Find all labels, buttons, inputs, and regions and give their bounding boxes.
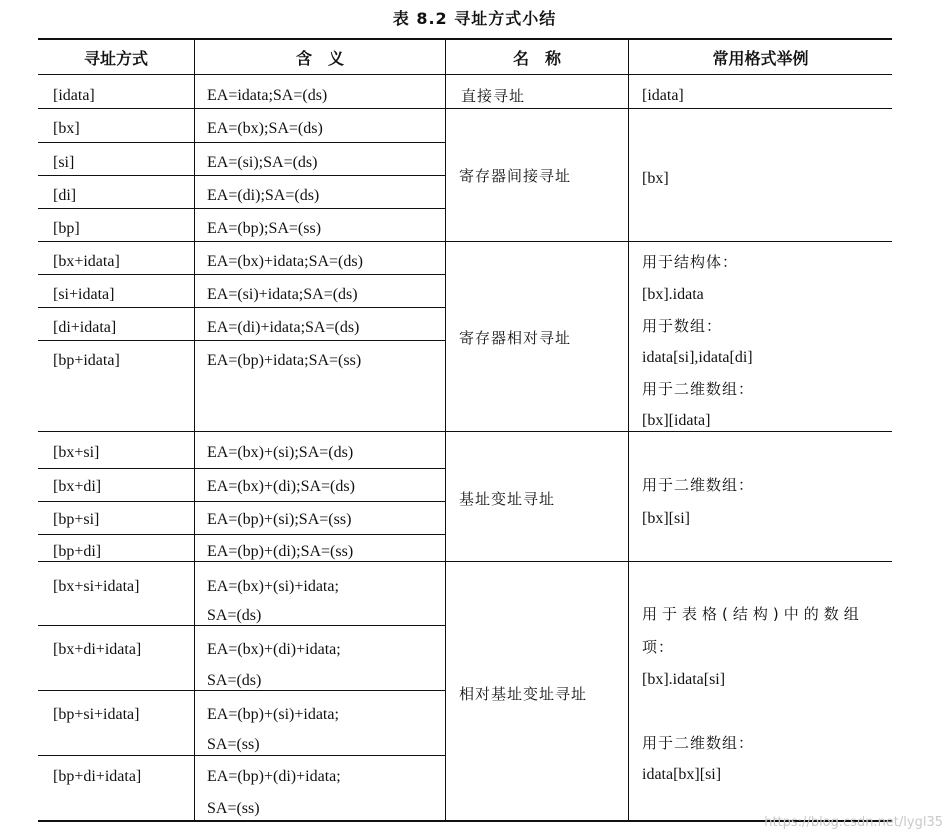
- row-rule: [38, 501, 445, 502]
- row-rule: [38, 755, 445, 756]
- mode-cell: [bp+di+idata]: [53, 768, 142, 785]
- mode-cell: [bp+si+idata]: [53, 706, 140, 723]
- example-cell: 用于表格(结构)中的数组: [642, 605, 864, 623]
- mode-cell: [bx+di+idata]: [53, 641, 142, 658]
- mode-cell: [bx+idata]: [53, 253, 120, 270]
- meaning-cell: EA=idata;SA=(ds): [207, 87, 328, 104]
- row-rule: [38, 534, 445, 535]
- row-rule: [38, 274, 445, 275]
- meaning-cell: EA=(bp)+(si)+idata;: [207, 706, 339, 723]
- example-cell: [bx]: [642, 170, 669, 187]
- mode-cell: [di+idata]: [53, 319, 117, 336]
- meaning-cell: EA=(bx)+(si)+idata;: [207, 578, 339, 595]
- meaning-cell: SA=(ss): [207, 736, 260, 753]
- header-rule: [38, 74, 892, 75]
- mode-cell: [bx+si+idata]: [53, 578, 140, 595]
- row-rule: [38, 108, 445, 109]
- meaning-cell: SA=(ds): [207, 607, 262, 624]
- example-cell: 用于二维数组：: [642, 476, 755, 494]
- group-rule: [38, 561, 892, 562]
- example-cell: 用于二维数组：: [642, 734, 755, 752]
- meaning-cell: EA=(si)+idata;SA=(ds): [207, 286, 358, 303]
- row-rule: [38, 208, 445, 209]
- group-rule: [38, 431, 892, 432]
- mode-cell: [bp]: [53, 220, 80, 237]
- meaning-cell: EA=(bx);SA=(ds): [207, 120, 323, 137]
- mode-name-cell: 基址变址寻址: [459, 490, 556, 508]
- meaning-cell: SA=(ss): [207, 800, 260, 817]
- mode-cell: [bx]: [53, 120, 80, 137]
- example-cell: idata[bx][si]: [642, 766, 722, 783]
- row-rule: [38, 307, 445, 308]
- mode-name-cell: 相对基址变址寻址: [459, 685, 588, 703]
- header-example: 常用格式举例: [712, 49, 809, 68]
- row-rule: [38, 468, 445, 469]
- example-cell: 用于二维数组：: [642, 380, 755, 398]
- mode-cell: [bx+di]: [53, 478, 102, 495]
- meaning-cell: EA=(bp);SA=(ss): [207, 220, 322, 237]
- meaning-cell: EA=(bp)+idata;SA=(ss): [207, 352, 362, 369]
- meaning-cell: EA=(bx)+(di)+idata;: [207, 641, 341, 658]
- example-cell: 用于结构体：: [642, 253, 739, 271]
- mode-cell: [si]: [53, 154, 75, 171]
- column-divider: [194, 39, 195, 821]
- example-cell: 项：: [642, 638, 675, 656]
- mode-name-cell: 寄存器相对寻址: [459, 329, 572, 347]
- header-meaning: 含 义: [295, 49, 344, 68]
- row-rule: [38, 175, 445, 176]
- meaning-cell: SA=(ds): [207, 672, 262, 689]
- mode-cell: [idata]: [53, 87, 95, 104]
- meaning-cell: EA=(bx)+idata;SA=(ds): [207, 253, 363, 270]
- example-cell: idata[si],idata[di]: [642, 349, 753, 366]
- meaning-cell: EA=(bx)+(si);SA=(ds): [207, 444, 354, 461]
- meaning-cell: EA=(di)+idata;SA=(ds): [207, 319, 360, 336]
- header-name: 名 称: [512, 49, 561, 68]
- meaning-cell: EA=(bx)+(di);SA=(ds): [207, 478, 355, 495]
- meaning-cell: EA=(bp)+(di);SA=(ss): [207, 543, 354, 560]
- row-rule: [38, 142, 445, 143]
- mode-name-cell: 直接寻址: [461, 87, 526, 105]
- meaning-cell: EA=(bp)+(si);SA=(ss): [207, 511, 352, 528]
- meaning-cell: EA=(di);SA=(ds): [207, 187, 320, 204]
- mode-cell: [bx+si]: [53, 444, 100, 461]
- mode-cell: [bp+idata]: [53, 352, 120, 369]
- example-cell: [idata]: [642, 87, 684, 104]
- mode-cell: [bp+di]: [53, 543, 102, 560]
- example-cell: [bx][idata]: [642, 412, 711, 429]
- row-rule: [38, 340, 445, 341]
- header-mode: 寻址方式: [83, 49, 148, 68]
- table-top-rule: [38, 38, 892, 40]
- example-cell: [bx].idata[si]: [642, 671, 726, 688]
- mode-cell: [si+idata]: [53, 286, 115, 303]
- table-title: 表 8.2 寻址方式小结: [392, 9, 557, 28]
- meaning-cell: EA=(bp)+(di)+idata;: [207, 768, 341, 785]
- example-cell: [bx].idata: [642, 286, 704, 303]
- meaning-cell: EA=(si);SA=(ds): [207, 154, 318, 171]
- example-cell: [bx][si]: [642, 510, 690, 527]
- group-rule: [38, 241, 892, 242]
- column-divider: [628, 39, 629, 821]
- example-cell: 用于数组：: [642, 317, 723, 335]
- mode-cell: [di]: [53, 187, 77, 204]
- mode-cell: [bp+si]: [53, 511, 100, 528]
- column-divider: [445, 39, 446, 821]
- mode-name-cell: 寄存器间接寻址: [459, 167, 572, 185]
- group-rule: [445, 108, 892, 109]
- watermark: https://blog.csdn.net/lygl35: [764, 815, 943, 830]
